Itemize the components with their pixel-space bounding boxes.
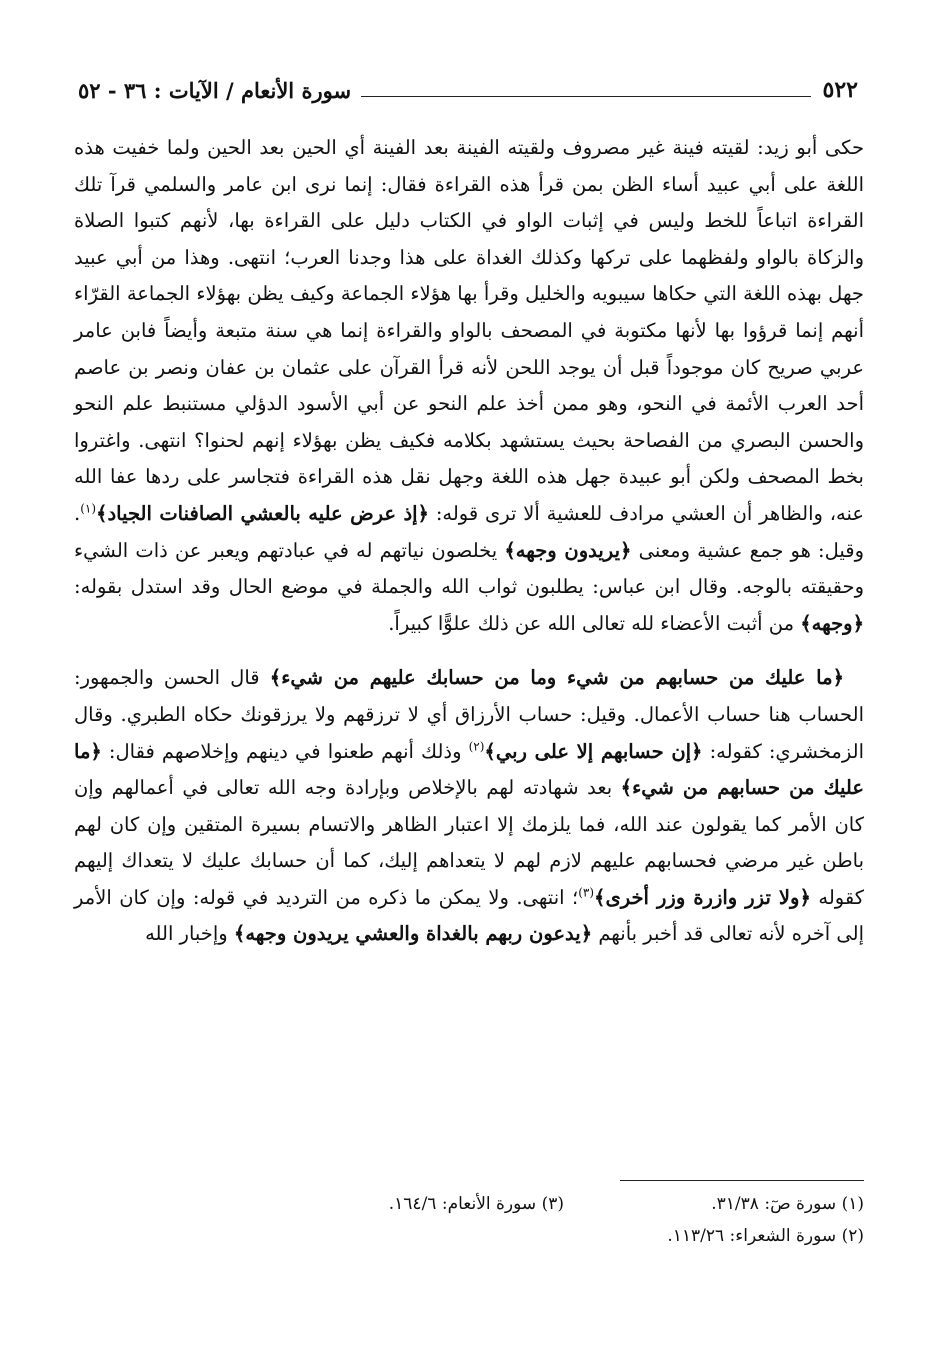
- text-run: ؛ انتهى. ولا يمكن ما ذكره من الترديد في قوله: وإن كان الأمر إلى آخره لأنه تعالى قد أخبر بأنهم: [74, 885, 864, 946]
- running-title: سورة الأنعام / الآيات : ٣٦ - ٥٢: [78, 77, 352, 103]
- text-run: قال الحسن والجمهور: الحساب هنا حساب الأعمال. وقيل: حساب الأرزاق أي لا ترزقهم ولا يرزقونك حكاه الطبري. وقال الزمخشري: كقوله:: [74, 666, 864, 763]
- text-run: من أثبت الأعضاء لله تعالى الله عن ذلك علوًّا كبيراً.: [388, 611, 795, 635]
- footnote-divider: [620, 1180, 864, 1181]
- quran-quote: ﴿ما عليك من حسابهم من شيء وما من حسابك عليهم من شيء﴾: [269, 666, 844, 690]
- footnote-row: [78, 1188, 864, 1220]
- quran-quote: ﴿وجهه﴾: [800, 611, 864, 635]
- footnote-reference: (٣): [578, 885, 595, 900]
- quran-quote: ﴿يدعون ربهم بالغداة والعشي يريدون وجهه﴾: [233, 922, 593, 946]
- quran-quote: ﴿ما عليك من حسابهم من شيء﴾: [74, 739, 864, 800]
- footnote-3: (٣) سورة الأنعام: ١٦٤/٦.: [388, 1194, 564, 1214]
- page-header: [78, 70, 858, 110]
- text-run: بعد شهادته لهم بالإخلاص وبإرادة وجه الله تعالى في أعمالهم وإن كان الأمر كما يقولون عند الله، فما يلزمك إلا اعتبار الظاهر والاتسام بسيرة المتقين وإن كان لهم باطن غير مرضي فحسابهم عليهم لازم لهم لا يتعداهم إليك، كما أن حسابك عليك لا يتعداك إليهم كقوله: [74, 776, 865, 909]
- paragraph: [74, 130, 864, 642]
- text-run: وإخبار الله: [145, 922, 228, 946]
- text-run: . وقيل: هو جمع عشية ومعنى: [74, 501, 865, 562]
- paragraph: [74, 660, 864, 953]
- quran-quote: ﴿إذ عرض عليه بالعشي الصافنات الجياد﴾: [96, 501, 429, 525]
- footnote-reference: (٢): [468, 739, 485, 753]
- footnote-reference: (١): [80, 501, 97, 516]
- footnote-1: (١) سورة صٓ: ٣١/٣٨.: [711, 1194, 864, 1214]
- footnote-row: [78, 1220, 864, 1252]
- quran-quote: ﴿ولا تزر وازرة وزر أخرى﴾: [594, 885, 811, 909]
- footnotes: [78, 1188, 864, 1252]
- quran-quote: ﴿يريدون وجهه﴾: [504, 538, 632, 562]
- main-text: [74, 130, 864, 953]
- header-rule: [361, 96, 811, 97]
- footnote-2: (٢) سورة الشعراء: ١١٣/٢٦.: [667, 1226, 864, 1246]
- quran-quote: ﴿إن حسابهم إلا على ربي﴾: [484, 739, 703, 763]
- page-number: ٥٢٢: [822, 77, 858, 103]
- text-run: وذلك أنهم طعنوا في دينهم وإخلاصهم فقال:: [108, 739, 462, 763]
- text-run: يخلصون نياتهم له في عبادتهم ويعبر عن ذات الشيء وحقيقته بالوجه. وقال ابن عباس: يطلبون ثواب الله والجملة في موضع الحال وقد استدل بقوله:: [74, 538, 864, 599]
- text-run: حكى أبو زيد: لقيته فينة غير مصروف ولقيته الفينة بعد الفينة أي الحين بعد الحين ولما خفيت هذه اللغة على أبي عبيد أساء الظن بمن قرأ هذه القراءة فقال: إنما نرى ابن عامر والسلمي قرآ تلك القراءة اتباعاً للخط وليس في إثبات الواو في الكتاب دليل على القراءة بها، لأنهم كتبوا الصلاة والزكاة بالواو ولفظهما على تركها وكذلك الغداة على هذا وجدنا العرب؛ انتهى. وهذا من أبي عبيد جهل بهذه اللغة التي حكاها سيبويه والخليل وقرأ بها هؤلاء الجماعة وكيف يظن بهؤلاء الجماعة القرّاء أنهم إنما قرؤوا بها لأنها مكتوبة في المصحف بالواو والقراءة إنما هي سنة متبعة وأيضاً فابن عامر عربي صريح كان موجوداً قبل أن يوجد اللحن لأنه قرأ القرآن على عثمان بن عفان ونصر بن عاصم أحد العرب الأئمة في النحو، وهو ممن أخذ علم النحو عن أبي الأسود الدؤلي مستنبط علم النحو والحسن البصري من الفصاحة بحيث يستشهد بكلامه فكيف يظن بهؤلاء إنهم لحنوا؟ انتهى. واغتروا بخط المصحف ولكن أبو عبيدة جهل هذه اللغة وجهل نقل هذه القراءة فتجاسر على ردها عفا الله عنه، والظاهر أن العشي مرادف للعشية ألا ترى قوله:: [74, 136, 864, 525]
